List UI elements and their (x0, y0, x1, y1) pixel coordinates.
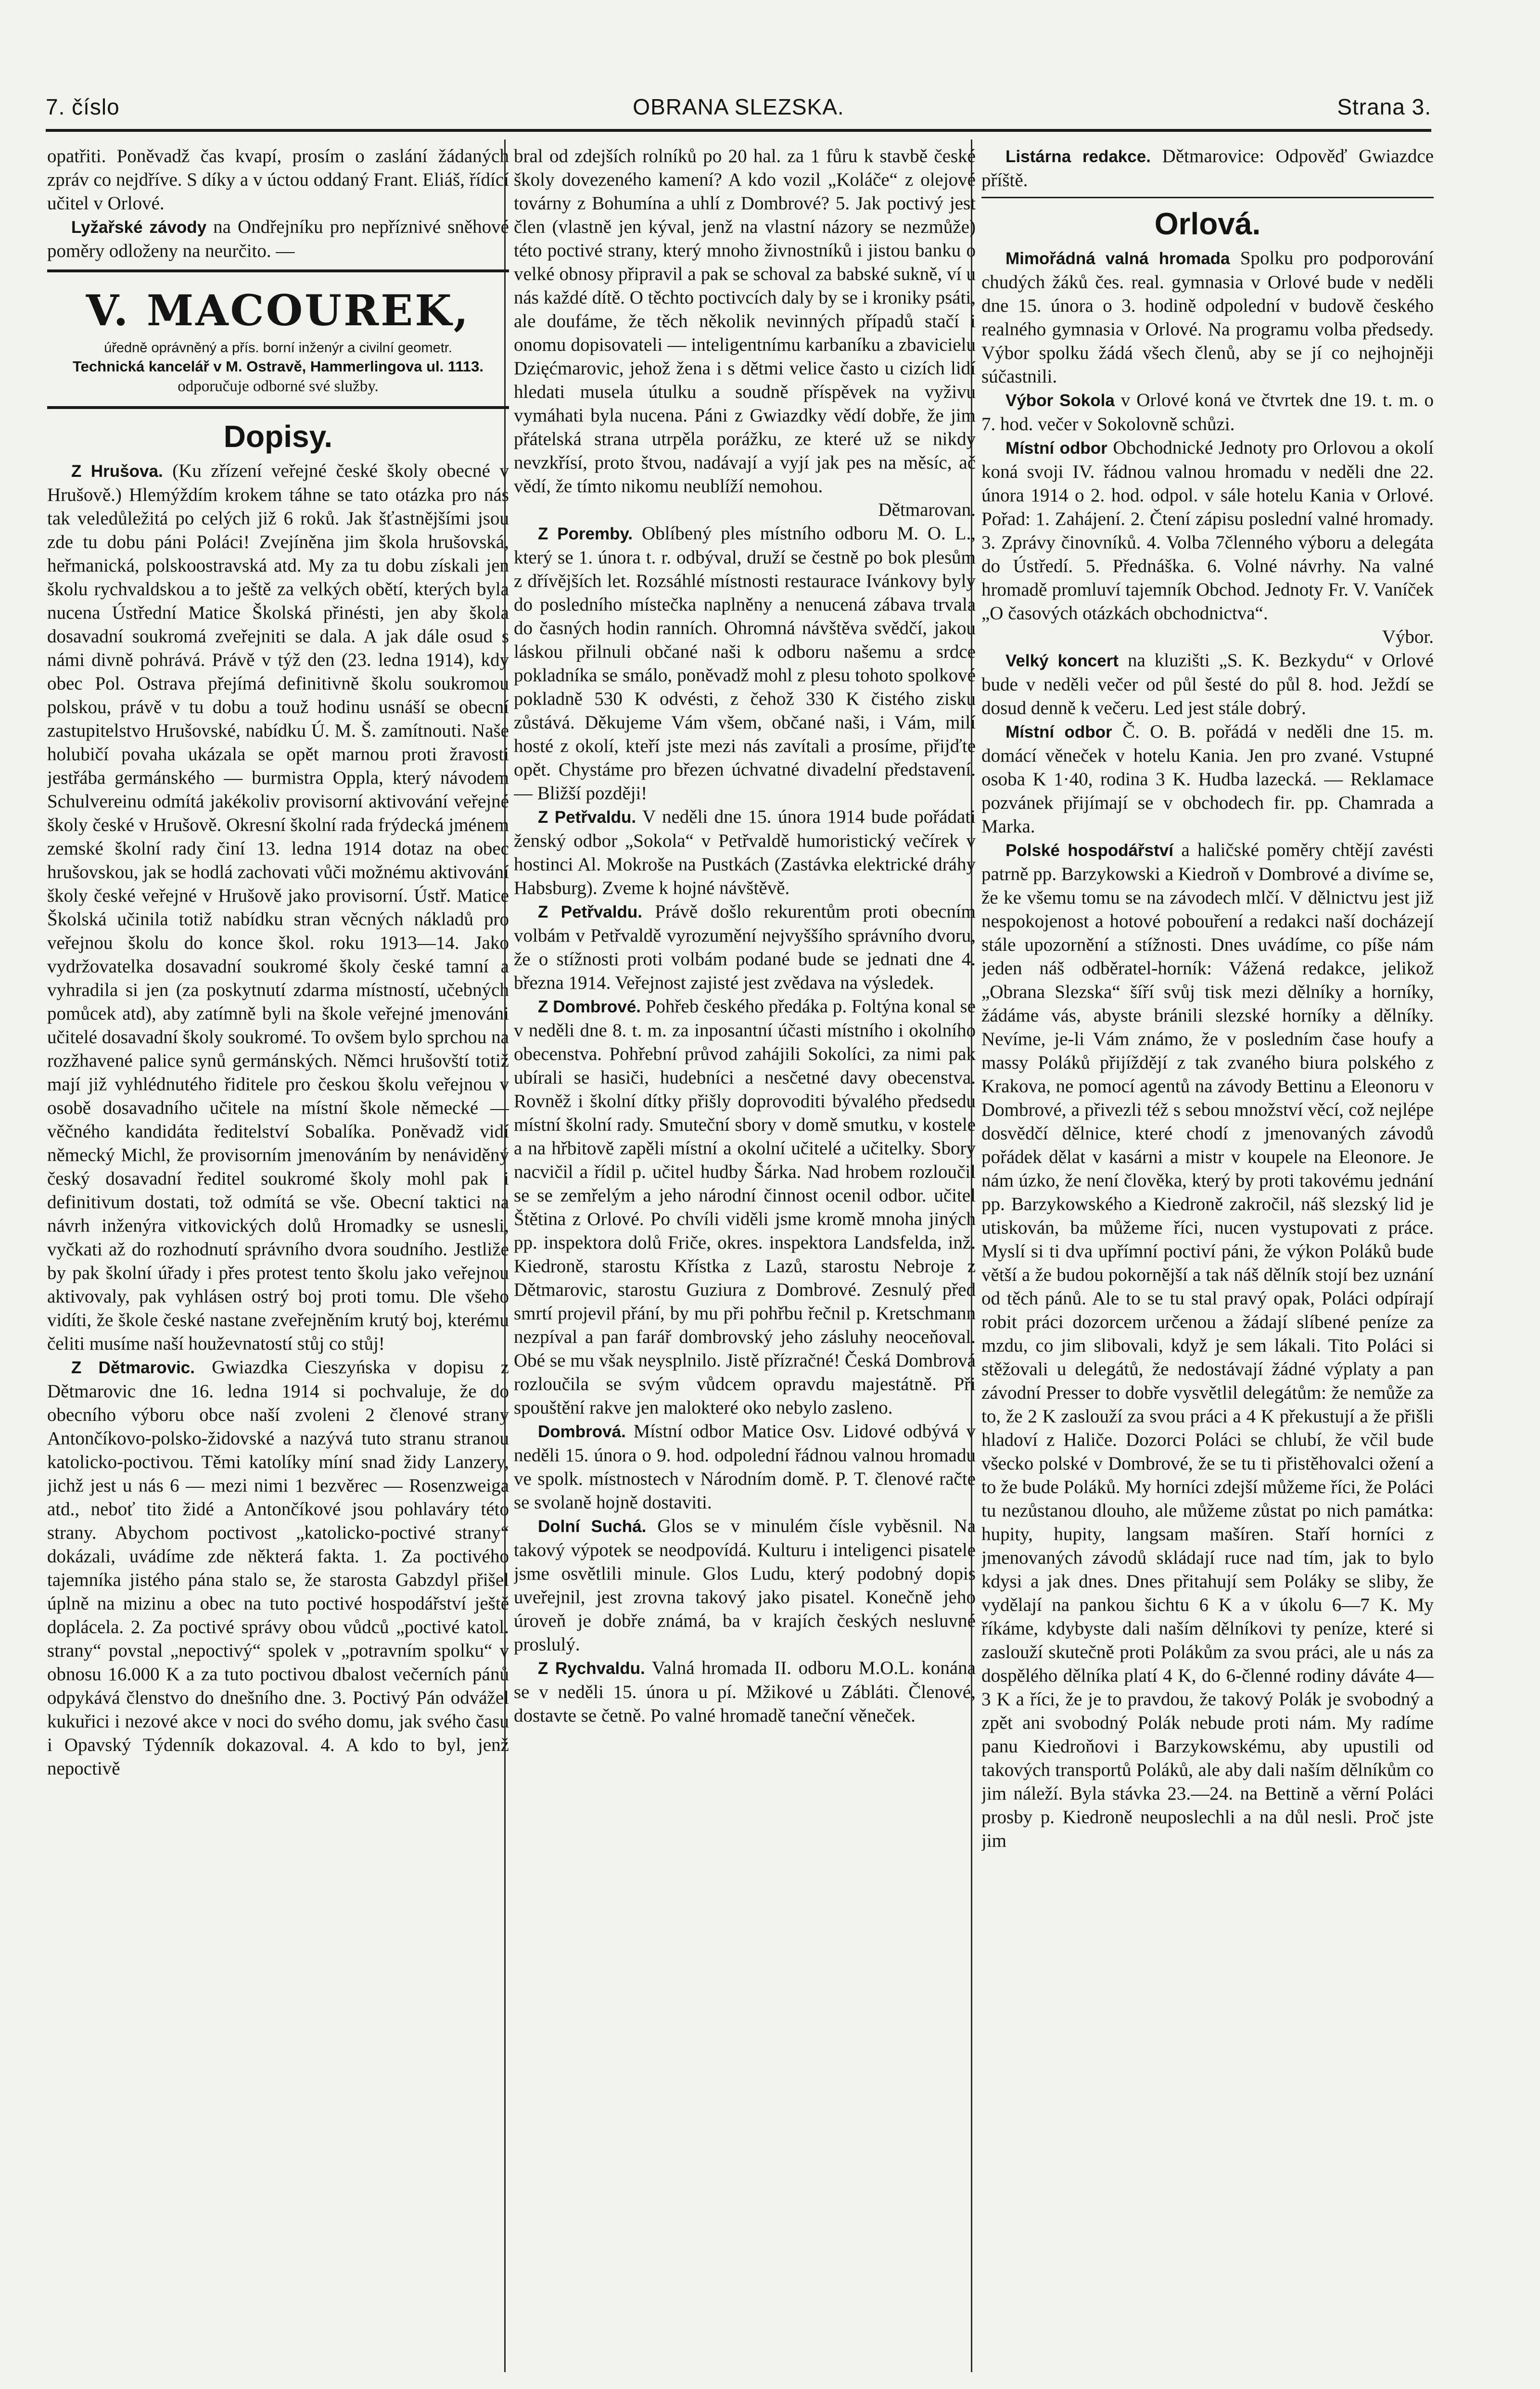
article-signature: Výbor. (1382, 626, 1434, 647)
article-lead: Z Poremby. (538, 524, 633, 543)
article-velky-koncert (981, 649, 1434, 720)
divider (47, 406, 509, 409)
article-text: Právě došlo rekurentům proti obecním volbám v Petřvaldě vyrozumění nejvyššího správního dvoru, že o stížnosti proti volbám podané bude se jednati dne 4. března 1914. Veřejnost zajisté jest zvědava na výsledek. (514, 901, 976, 993)
article-text: Č. O. B. pořádá v neděli dne 15. m. domácí věneček v hotelu Kania. Jen pro zvané. Vstupné osoba K 1·40, rodina 3 K. Hudba lazecká. — Reklamace pozvánek přijímají se v obchodech fir. pp. Chamrada a Marka. (981, 721, 1434, 837)
article-petrvald-2 (514, 900, 976, 995)
article-polske-hospodarstvi (981, 838, 1434, 1852)
article-lead: Listárna redakce. (1005, 147, 1151, 166)
article-lead: Mimořádná valná hromada (1005, 249, 1230, 268)
ad-line: Technická kancelář v M. Ostravě, Hammerlingova ul. 1113. (72, 358, 484, 375)
section-title-orlova: Orlová. (1154, 206, 1261, 241)
article-lead: Dolní Suchá. (538, 1517, 647, 1536)
article-text: (Ku zřízení veřejné české školy obecné v Hrušově.) Hlemýždím krokem táhne se tato otázka pro nás tak veledůležitá po celých již 6 roků. Jak šťastnějšími jsou zde tu dobu páni Poláci! Zvejíněna jim škola hrušovská, heřmanická, polskoostravská atd. My za tu dobu získali jen školu rychvaldskou a to ještě za velkých obětí, kterých byla nucena Ústřední Matice Školská přinésti, jen aby škola dosavadní soukromá zveřejniti se dala. A jak dále osud s námi divně pohrává. Právě v týž den (23. ledna 1914), kdy obec Pol. Ostrava přejímá definitivně školu soukromou polskou, právě v tu dobu a touž hodinu usnáší se obecní zastupitelstvo Hrušovské, nabídku Ú. M. Š. zamítnouti. Naše holubičí povaha ukázala se opět marnou proti žravosti jestřába germánského — burmistra Opplа, který návodem Schulvereinu odmítá jakékoliv provisorní aktivování veřejné školy české v Hrušově. Okresní školní rada frýdecká jménem zemské školní rady činí 13. ledna 1914 dotaz na obec hrušovskou, jak se hodlá zachovati vůči možnému aktivování školy české veřejné v Hrušově jako provisorní. Ústř. Matice Školská učinila totiž nabídku stran věcných nákladů pro veřejnou školu do konce škol. roku 1913—14. Jako vydržovatelka dosavadní soukromé školy české tamní a vyhradila si jen (za poskytnutí zdarma místností, učebných pomůcek atd), aby zatímně byli na škole veřejné jmenováni učitelé dosavadní školy soukromé. To ovšem bylo sprchou na rozžhavené palice synů germánských. Němci hrušovští totiž mají již vyhlédnutého řiditele pro českou školu veřejnou v osobě dosavadního učitele na místní škole německé — věčného kandidáta ředitelství Sobalíka. Poněvadž vidí německý Michl, že provisorním jmenováním by nenáviděný český dosavadní ředitel soukromé školy mohl pak i definitivum dostati, tož odmítá se vše. Obecní taktici na návrh inženýra vitkovických dolů Hromadky se usnesli, vyčkati až do rozhodnutí správního dvora soudního. Jestliže by pak školní úřady i přes protest tento školu jako veřejnou aktivovaly, pak vyhlásen ostrý boj proti tomu. Dle všeho vidíti, že škole české nastane zveřejněním krutý boj, kterému čeliti musíme naší houževnatostí stůj co stůj! (47, 460, 509, 1354)
article-lead: Polské hospodářství (1005, 841, 1173, 860)
article-vinecek (981, 720, 1434, 838)
article-lead: Velký koncert (1005, 652, 1119, 670)
article-obchodnicka-jednota (981, 436, 1434, 625)
column-2 (514, 144, 976, 2372)
article-text: a haličské poměry chtějí zavésti patrně pp. Barzykowski a Kiedroň v Dombrové a divíme se, že ke všemu tomu se na závodech mlčí. V dělnictvu jest již nespokojenost a hotové pobouření a redakci naší docházejí stále upozornění a stížnosti. Dnes uvádíme, co píše nám jeden náš odběratel-horník: Vážená redakce, jelikož „Obrana Slezska“ šíří svůj tisk mezi dělníky a horníky, žádáme vás, abyste bránili slezské horníky a dělníky. Nevíme, je-li Vám známo, že v posledním čase houfy a massy Poláků přijíždějí z tak zvaného biura polského z Krakova, ne pomocí agentů na závody Bettinu a Eleonoru v Dombrové, a přivezli též s sebou množství věcí, což nejlépe dosvědčí dělnice, které chodí z jmenovaných závodů pořádek dělat v kasárni a mistr v koupele na Eleonore. Je nám úzko, že není člověka, který by proti takovému jednání pp. Barzykowského a Kiedroně zakročil, náš slezský lid je utiskován, ba můžeme říci, nucen vystupovati z práce. Myslí si ti dva upřímní poctiví páni, že výkon Poláků bude větší a že budou pokornější a tak náš dělník stojí bez uznání od těch pánů. Ale to se tu stal pravý opak, Poláci odpírají robit práci dozorcem určenou a žádají slíbené peníze za mzdu, co jim slibovali, když je sem lákali. Tito Poláci si stěžovali u delegátů, že nedostávají žádné výplaty a pan závodní Presser to dobře vysvětlil delegátům: že nemůže za to, že 2 K zaslouží za svou práci a 4 K překustují a že přišli hladoví z Haliče. Dozorci Poláci se chlubí, že včil bude všecko polské v Dombrové, že se tu ti přistěhovalci ožení a to že bude Poláků. My horníci zdejší můžeme říci, že Poláci tu nezůstanou dlouho, ale můžeme zůstat po nich památka: hupity, hupity, langsam mašíren. Staří horníci z jmenovaných závodů skládají ruce nad tím, jak to bylo kdysi a jak dnes. Dnes přitahují sem Poláky se sliby, že vydělají na pankou šichtu 6 K a v úkolu 6—7 K. My říkáme, kdybyste dali naším dělníkovi ty peníze, které si zaslouží skutečně proti Polákům za svou práci, ale u nás za dospělého dělníka platí 4 K, do 6-členné rodiny dáváte 4—3 K a říci, že je to pravdou, že takový Polák je svobodný a zpět ani svobodný Polák nebude proti nám. My radíme panu Kiedroňovi i Barzykowskému, aby upustili od takových transportů Poláků, ale aby dali naším dělníkům co jim náleží. Byla stávka 23.—24. na Bettině a věrní Poláci prosby p. Kiedroně neuposlechli a na důl nesli. Proč jste jim (981, 840, 1434, 1851)
article-dombrova (514, 995, 976, 1419)
article-vybor-sokola (981, 388, 1434, 436)
article-lead: Z Rychvaldu. (538, 1659, 645, 1678)
article-lead: Z Dětmarovic. (71, 1358, 195, 1377)
newspaper-title: OBRANA SLEZSKA. (633, 94, 844, 119)
article-lead: Lyžařské závody (71, 218, 207, 237)
article-listarna (981, 144, 1434, 192)
article-detmarovic (47, 1355, 509, 1780)
ad-name: V. MACOUREK, (86, 285, 471, 335)
header-rule (46, 129, 1431, 132)
ad-line: odporučuje odborné své služby. (178, 378, 379, 395)
article-continuation: opatřiti. Poněvadž čas kvapí, prosím o zaslání žádaných zpráv co nejdříve. S díky a v úctou oddaný Frant. Eliáš, řídící učitel v Orlové. (47, 146, 509, 214)
page-header (46, 94, 1431, 128)
page-number: Strana 3. (1337, 94, 1431, 119)
column-3 (981, 144, 1434, 2372)
article-petrvald-1 (514, 805, 976, 900)
article-text: Pohřeb českého předáka p. Foltýna konal se v neděli dne 8. t. m. za inposantní účasti místního i okolního obecenstva. Pohřební průvod zahájili Sokolíci, za nimi pak ubírali se hasiči, hudebníci a nesčetné davy obecenstva. Rovněž i školní dítky přišly doprovoditi bývalého předsedu místní školní rady. Smuteční sbory v domě smutku, v kostele a na hřbitově zapěli místní a okolní učitelé a učitelky. Sbory nacvičil a řídil p. učitel hudby Šárka. Nad hrobem rozloučil se se zemřelým a jeho národní činnost ocenil odbor. učitel Štětina z Orlové. Po chvíli viděli jsme kromě mnoha jiných pp. inspektora dolů Friče, okres. inspektora Landsfelda, inž. Kiedroně, starostu Křístka z Lazů, starostu Nebroje z Dětmarovic, starostu Guziura z Dombrové. Zesnulý před smrtí projevil přání, by mu při pohřbu řečnil p. Kretschmann nezpíval a pan farář dombrovský jeho zásluhy neoceňoval. Obé se mu však neysplnilo. Jistě přízračné! Česká Dombrová rozloučila se svým vůdcem opravdu majestátně. Při spouštění rakve jen malokteré oko nebylo zasleno. (514, 996, 976, 1418)
article-text: Obchodnické Jednoty pro Orlovou a okolí koná svoji IV. řádnou valnou hromadu v neděli dne 22. února 1914 o 2. hod. odpol. v sále hotelu Kania v Orlové. Pořad: 1. Zahájení. 2. Čtení zápisu poslední valné hromady. 3. Zprávy činovníků. 4. Volba 7členného výboru a delegáta do Ústředí. 5. Přednáška. 6. Volné návrhy. Na valné hromadě promluví tajemník Obchod. Jednoty Fr. V. Vaníček „O časových otázkách obchodnictva“. (981, 437, 1434, 624)
column-1 (47, 144, 509, 2372)
article-signature: Dětmarovan. (878, 499, 976, 520)
article-text: Oblíbený ples místního odboru M. O. L., který se 1. února t. r. odbýval, druží se čestně po bok plesům z dřívějších let. Rozsáhlé místnosti restaurace Ivánkovy byly do posledního místečka naplněny a nenucená zábava trvala do časných hodin ranních. Ohromná návštěva svědčí, jakou láskou přilnuli občané naši k odboru našemu a srdce pokladníka se smálo, poněvadž mohl z plesu tohoto spolkové pokladně 530 K odvésti, z čehož 330 K čistého zisku zůstává. Děkujeme Vám všem, občané naši, i Vám, milí hosté z okolí, kteří jste mezi nás zavítali a prosíme, přijďte opět. Chystáme pro březen úchvatné divadelní představení. — Bližší později! (514, 523, 976, 804)
article-text: Spolku pro podporování chudých žáků čes. real. gymnasia v Orlové bude v neděli dne 15. února o 3. hodině odpolední v budově českého realného gymnasia v Orlové. Na programu volba předsedy. Výbor spolku žádá všech členů, aby se jí co nejhojněji súčastnili. (981, 248, 1434, 387)
article-lead: Místní odbor (1005, 439, 1107, 458)
divider (981, 197, 1434, 198)
issue-number: 7. číslo (46, 94, 120, 119)
article-text: Glos se v minulém čísle vyběsnil. Na takový výpotek se neodpovídá. Kulturu i inteligenci pisatele jsme osvětlili minule. Glos Ludu, který podobný dopis uveřejnil, jest zrovna takový jako pisatel. Konečně jeho úroveň je dobře známá, ba v krajích českých nesluvné proslulý. (514, 1516, 976, 1655)
article-dombrova-matice (514, 1419, 976, 1514)
ad-line: úředně oprávněný a přís. borní inženýr a civilní geometr. (104, 340, 452, 356)
article-mimoradna-hromada (981, 246, 1434, 388)
article-lead: Výbor Sokola (1005, 391, 1115, 410)
article-lyzarske-zavody (47, 215, 509, 263)
divider (47, 269, 509, 272)
section-title-dopisy: Dopisy. (223, 419, 333, 454)
article-lead: Z Petřvaldu. (538, 903, 642, 921)
article-text: na kluzišti „S. K. Bezkydu“ v Orlové bude v neděli večer od půl šesté do půl 8. hod. Ježdí se dosud denně k večeru. Led jest stále dobrý. (981, 650, 1434, 718)
article-hrusov (47, 459, 509, 1355)
advertisement-macourek (47, 279, 509, 399)
article-continuation: bral od zdejších rolníků po 20 hal. za 1 fůru k stavbě české školy dovezeného kamení? A kdo vozil „Koláče“ z olejové továrny z Bohumína a uhlí z Dombrové? 5. Jak poctivý jest člen (vlastně jen kýval, jenž na vlastní názory se nezmůže) této poctivé strany, který mnoho živnostníků i jistou banku o velké obnosy připravil a pak se schoval za babské sukně, ví u nás každé dítě. O těchto poctivcích daly by se i kroniky psáti, ale doufáme, že těch několik nevinných případů stačí i onomu dopisovateli — inteligentnímu karbaníku a zbavicielu Dzięćmarovic, jehož žena i s dětmi velice často u cizích lidí hledati musela útulku a soudně příspěvek na vyživu vymáhati byla nucena. Páni z Gwiazdky vědí dobře, že jim přátelská strana utrpěla porážku, ze které už se nikdy nevzkřísí, proto štvou, nadávají a vyjí jak pes na měsíc, ač vědí, že tímto nikomu neublíží nemohou. (514, 146, 976, 497)
article-text: Gwiazdka Cieszyńska v dopisu z Dětmarovic dne 16. ledna 1914 si pochvaluje, že do obecního výboru obce naší zvoleni 2 členové strany Antončíkovo-polsko-židovské a nazývá tuto stranu stranou katolicko-poctivou. Těmi katolíky míní snad židy Lanzery, jichž jest u nás 6 — mezi nimi 1 bezvěrec — Rosenzweiga atd., neboť tito židé a Antončíkové jsou pohlaváry této strany. Abychom poctivost „katolicko-poctivé strany“ dokázali, uvádíme zde některá fakta. 1. Za poctivého tajemníka jistého pána stalo se, že starosta Gabzdyl přišel úplně na mizinu a obec na tuto poctivé hospodářství ještě doplácela. 2. Za poctivé správy obou vůdců „poctivé katol. strany“ povstal „nepoctivý“ spolek v „potravním spolku“ v obnosu 16.000 K a za tuto poctivou dbalost večerních pánů odpykává členstvo do dnešního dne. 3. Poctivý Pán odvážel kukuřici i nezové akce v noci do svého domu, jak svého času i Opavský Týdenník dokazoval. 4. A kdo to byl, jenž nepoctivě (47, 1357, 509, 1779)
article-rychvald (514, 1656, 976, 1727)
article-lead: Dombrová. (538, 1422, 626, 1441)
article-text: Dětmarovice: Odpověď Gwiazdce příště. (981, 146, 1434, 191)
article-dolni-sucha (514, 1514, 976, 1656)
article-text: Valná hromada II. odboru M.O.L. konána se v neděli 15. února u pí. Mžikové u Zábláti. Členové, dostavte se četně. Po valné hromadě taneční věneček. (514, 1658, 976, 1726)
article-text: v Orlové koná ve čtvrtek dne 19. t. m. o 7. hod. večer v Sokolovně schůzi. (981, 390, 1434, 434)
article-text: Místní odbor Matice Osv. Lidové odbývá v neděli 15. února o 9. hod. odpolední řádnou valnou hromadu ve spolk. místnostech v Národním domě. P. T. členové račte se svolaně hojně dostaviti. (514, 1421, 976, 1513)
article-lead: Z Dombrové. (538, 997, 641, 1016)
article-lead: Z Petřvaldu. (538, 808, 636, 827)
article-lead: Místní odbor (1005, 723, 1112, 741)
article-text: na Ondřejníku pro nepříznivé sněhové poměry odloženy na neurčito. — (47, 217, 509, 261)
article-text: V neděli dne 15. února 1914 bude pořádati ženský odbor „Sokola“ v Petřvaldě humoristický večírek v hostinci Al. Mokroše na Pustkách (Zastávka elektrické dráhy Habsburg). Zveme k hojné návštěvě. (514, 806, 976, 898)
article-lead: Z Hrušova. (71, 462, 163, 481)
article-poremba (514, 522, 976, 805)
